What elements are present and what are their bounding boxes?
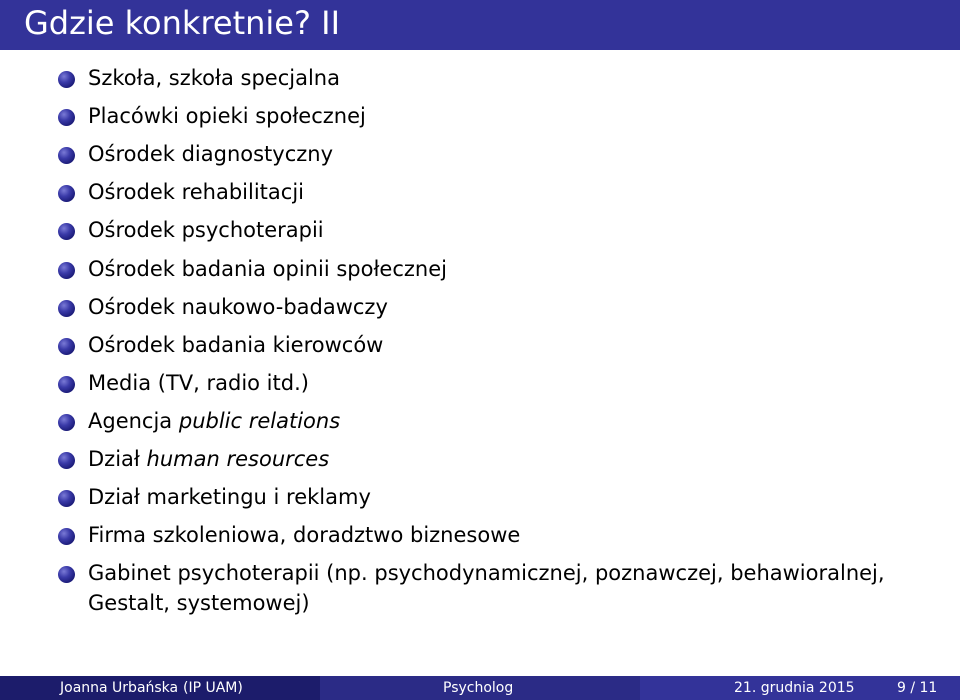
list-item-text [88,409,340,434]
text-run: Ośrodek naukowo-badawczy [88,295,388,319]
text-run: Ośrodek badania kierowców [88,333,384,357]
italic-term: human resources [146,447,330,471]
text-run: Gabinet psychoterapii (np. psychodynamicznej, poznawczej, behawioralnej, Gestalt, systemowej) [88,561,885,615]
bullet-icon [58,147,75,164]
bullet-icon [58,452,75,469]
list-item-text [88,333,383,358]
bullet-icon [58,71,75,88]
text-run: Placówki opieki społecznej [88,104,366,128]
list-item-text [88,447,329,472]
italic-term: public relations [178,409,341,433]
bullet-icon [58,338,75,355]
list-item-text [88,66,340,91]
list-item-text [88,142,333,167]
bullet-icon [58,528,75,545]
bullet-icon [58,223,75,240]
text-run: Szkoła, szkoła specjalna [88,66,340,90]
slide-title: Gdzie konkretnie? II [24,4,341,42]
footer-short-title: Psycholog [443,680,514,696]
bullet-icon [58,490,75,507]
footer-page-number: 9 / 11 [897,680,938,696]
list-item-text [88,558,938,618]
list-item-text [88,485,371,510]
bullet-icon [58,376,75,393]
list-item-text [88,104,366,129]
bullet-icon [58,185,75,202]
footer-institution: (IP UAM) [183,680,243,696]
list-item-text [88,295,388,320]
text-run: Ośrodek diagnostyczny [88,142,334,166]
bullet-icon [58,414,75,431]
footer-author-section [0,676,320,700]
text-run: Agencja [88,409,179,433]
text-run: Ośrodek psychoterapii [88,218,324,242]
list-item-text [88,257,447,282]
bullet-icon [58,566,75,583]
text-run: Ośrodek rehabilitacji [88,180,304,204]
bullet-icon [58,262,75,279]
list-item-text [88,523,520,548]
slide-header [0,0,960,50]
footer-date: 21. grudnia 2015 [734,680,855,696]
list-item-text [88,371,309,396]
list-item-text [88,180,304,205]
slide-footer [0,676,960,700]
text-run: Ośrodek badania opinii społecznej [88,257,447,281]
bullet-icon [58,300,75,317]
list-item-text [88,218,324,243]
footer-date-section [640,676,960,700]
text-run: Firma szkoleniowa, doradztwo biznesowe [88,523,521,547]
text-run: Media (TV, radio itd.) [88,371,309,395]
text-run: Dział [88,447,147,471]
text-run: Dział marketingu i reklamy [88,485,371,509]
bullet-icon [58,109,75,126]
footer-author: Joanna Urbańska [60,680,179,696]
footer-title-section [320,676,640,700]
